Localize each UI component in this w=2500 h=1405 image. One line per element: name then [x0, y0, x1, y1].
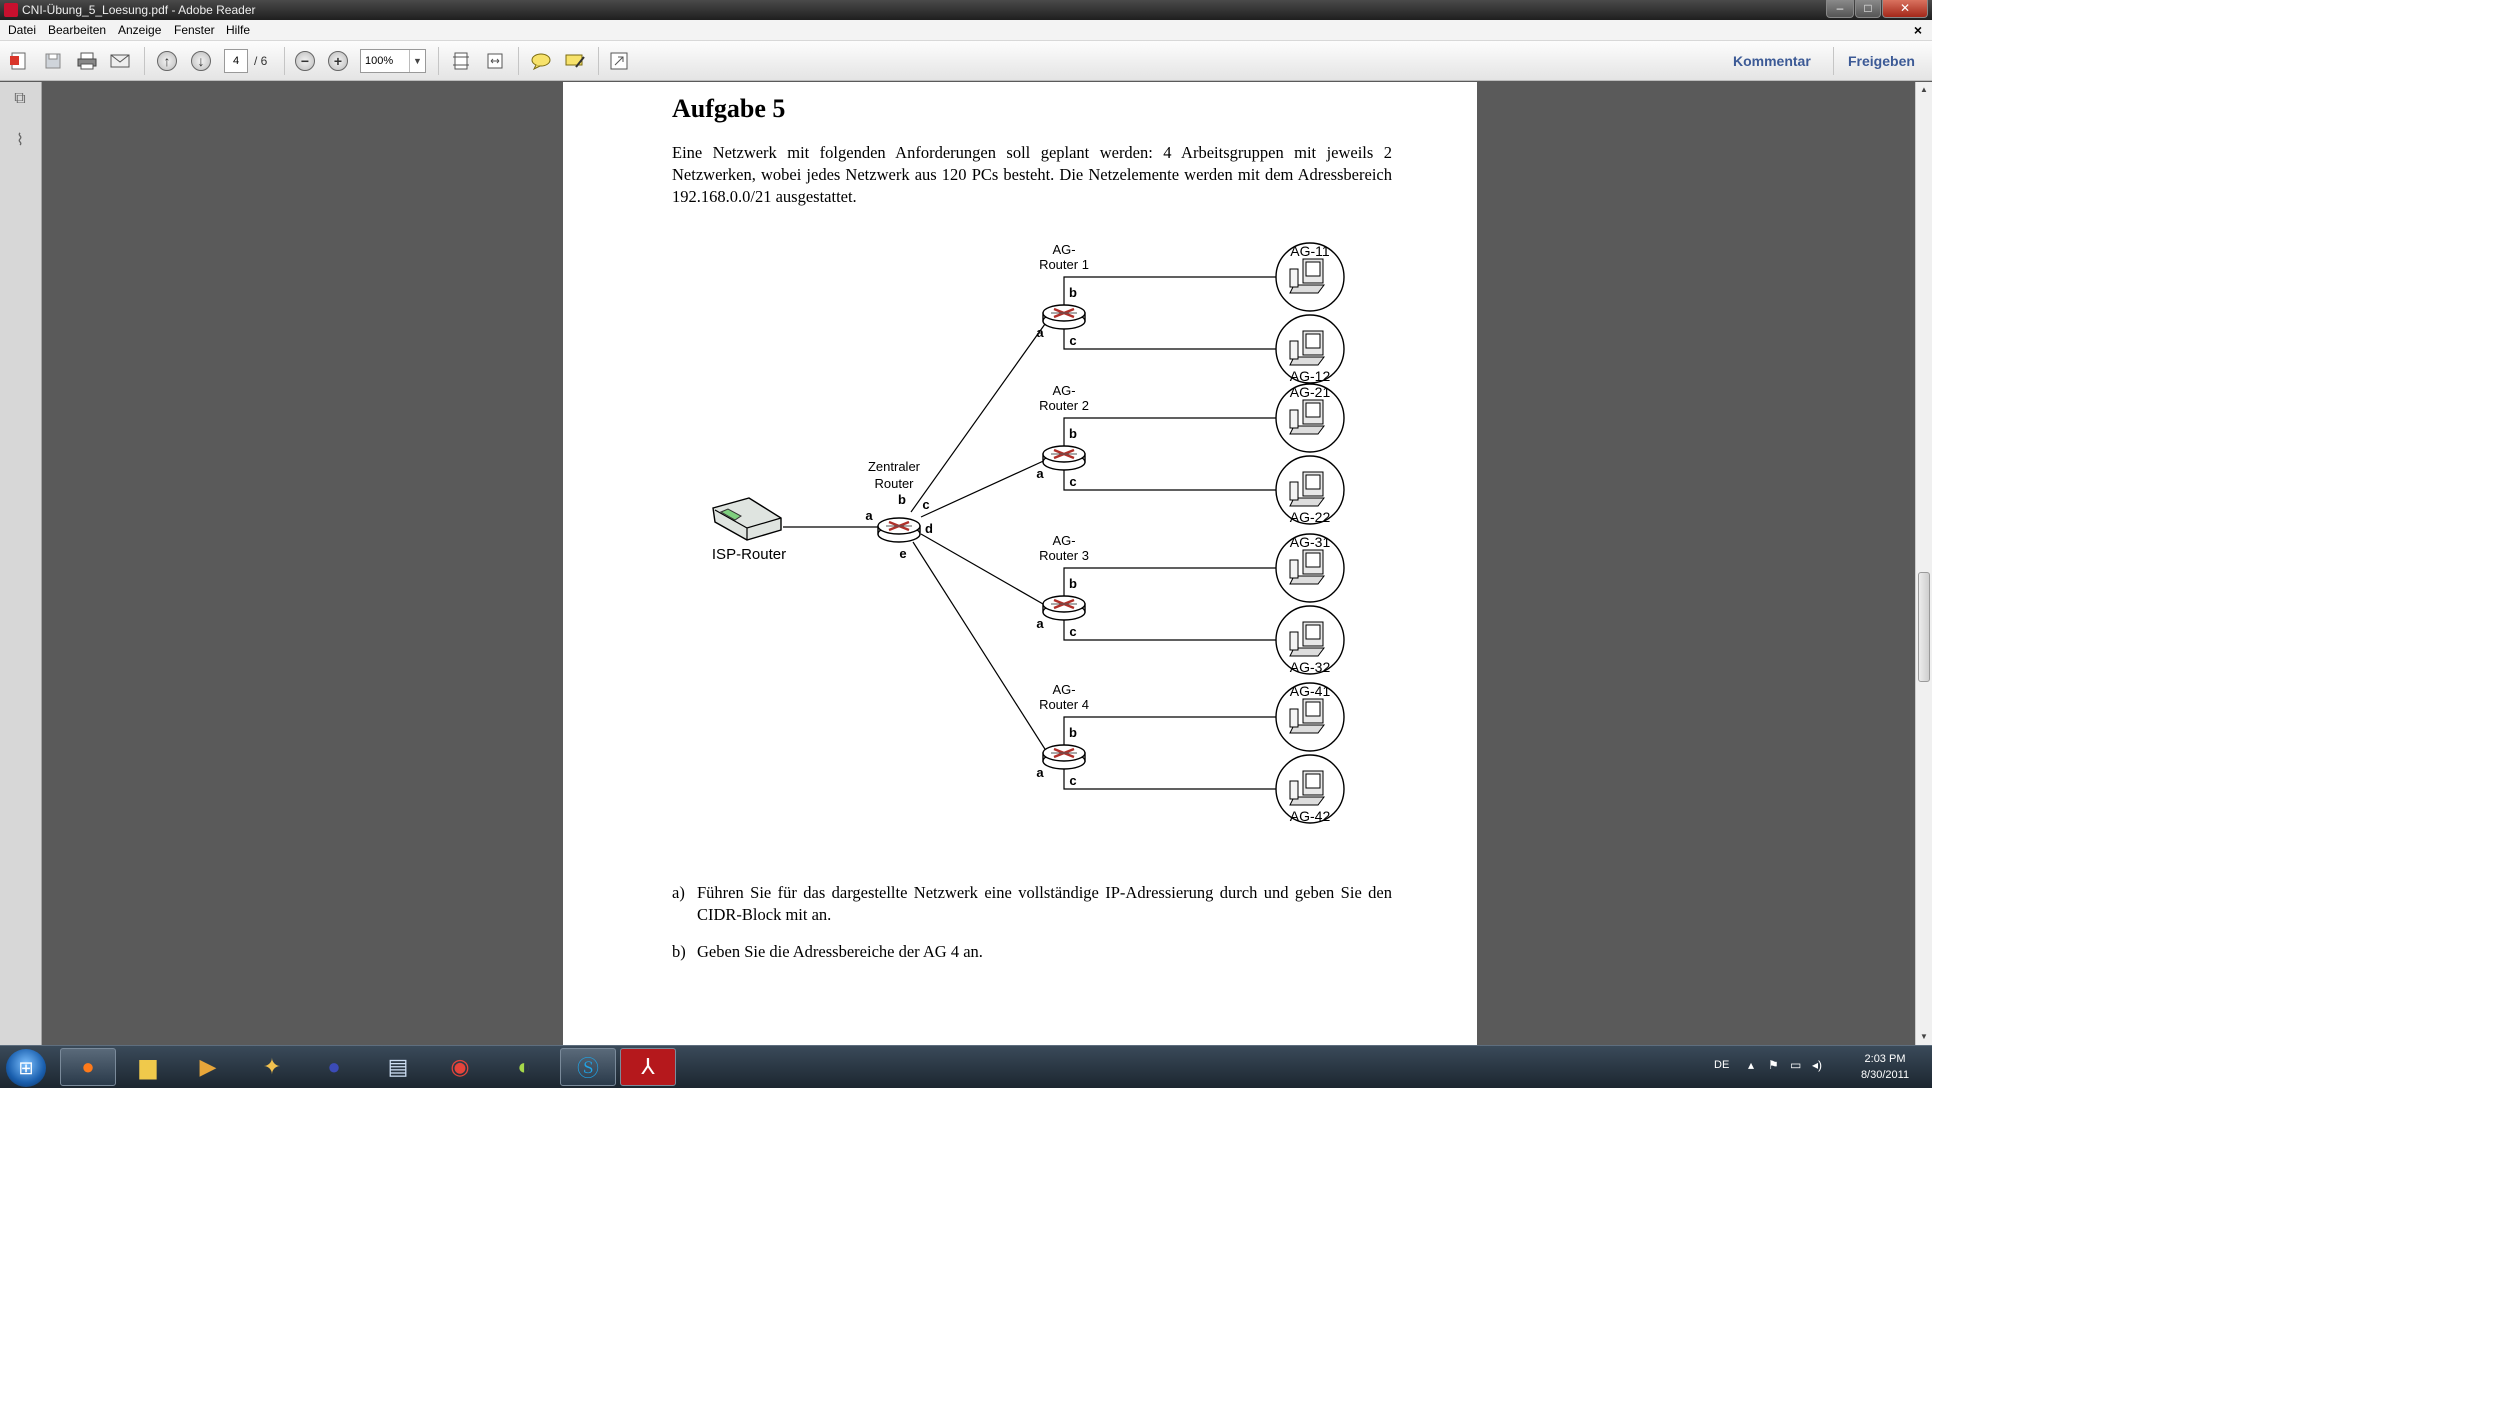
toolbar-separator	[518, 47, 519, 75]
expand-icon[interactable]	[606, 49, 632, 73]
pc-label: AG-12	[1289, 368, 1331, 384]
wire-central-ag	[911, 317, 1050, 512]
start-button[interactable]: ⊞	[6, 1049, 46, 1087]
chevron-down-icon[interactable]: ▼	[409, 50, 425, 72]
menu-datei[interactable]: Datei	[8, 23, 37, 37]
ag-router-label: Router 3	[1039, 548, 1089, 563]
wire-ag-pc	[1064, 468, 1276, 490]
pc-label: AG-42	[1289, 808, 1331, 824]
toolbar	[0, 41, 1932, 81]
skype-icon[interactable]: Ⓢ	[560, 1048, 616, 1086]
port-label: a	[1036, 466, 1044, 481]
port-label: a	[865, 508, 873, 523]
ag-router-label: AG-	[1052, 383, 1076, 398]
question-label: a)	[672, 883, 685, 902]
system-tray	[1712, 1046, 1932, 1088]
utility-icon[interactable]: ◐	[517, 1054, 531, 1079]
clock-date: 8/30/2011	[1860, 1069, 1910, 1081]
close-document-icon[interactable]: ×	[1913, 22, 1922, 38]
wire-ag-pc	[1064, 277, 1276, 307]
clock-time: 2:03 PM	[1864, 1053, 1906, 1065]
ag-router-label: Router 4	[1039, 697, 1089, 712]
document-icon[interactable]: ▤	[387, 1054, 409, 1079]
diagram-wires	[783, 277, 1276, 789]
diagram-nodes	[713, 243, 1344, 823]
network-diagram	[563, 82, 1477, 842]
question-text: Geben Sie die Adressbereiche der AG 4 an.	[697, 942, 983, 961]
wire-ag-pc	[1064, 767, 1276, 789]
toolbar-separator	[438, 47, 439, 75]
pc-label: AG-21	[1289, 384, 1331, 400]
menu-hilfe[interactable]: Hilfe	[226, 23, 251, 37]
ag-router-icon	[1043, 446, 1085, 470]
next-page-icon[interactable]: ↓	[188, 49, 214, 73]
highlight-icon[interactable]	[562, 49, 588, 73]
pc-label: AG-31	[1289, 534, 1331, 550]
language-indicator[interactable]: DE	[1714, 1059, 1730, 1071]
port-label: b	[1069, 426, 1077, 441]
toolbar-separator	[1833, 47, 1834, 75]
adobe-reader-icon	[4, 3, 18, 17]
explorer-icon[interactable]: ▆	[139, 1054, 157, 1079]
isp-router-icon	[713, 498, 781, 540]
pc-label: AG-32	[1289, 659, 1331, 675]
zoom-in-icon[interactable]: +	[325, 49, 351, 73]
toolbar-separator	[598, 47, 599, 75]
create-pdf-icon[interactable]	[6, 49, 32, 73]
adobe-reader-taskbar-icon[interactable]: ⅄	[620, 1048, 676, 1086]
ag-router-label: AG-	[1052, 533, 1076, 548]
central-router-label: Zentraler	[867, 459, 921, 474]
ag-router-label: AG-	[1052, 242, 1076, 257]
chrome-icon[interactable]: ◉	[450, 1054, 470, 1079]
fit-width-icon[interactable]	[482, 49, 508, 73]
pc-label: AG-11	[1290, 243, 1330, 259]
pc-label: AG-41	[1289, 683, 1331, 699]
previous-page-icon[interactable]: ↑	[154, 49, 180, 73]
toolbar-separator	[144, 47, 145, 75]
pc-label: AG-22	[1289, 509, 1331, 525]
zoom-select[interactable]	[360, 49, 426, 73]
close-button[interactable]: ✕	[1882, 0, 1928, 18]
firefox-icon[interactable]: ●	[60, 1048, 116, 1086]
menu-bar	[0, 20, 1932, 41]
port-label: a	[1036, 616, 1044, 631]
email-icon[interactable]	[107, 49, 133, 73]
navigation-panel	[0, 82, 42, 1045]
menu-anzeige[interactable]: Anzeige	[118, 23, 162, 37]
central-router-label: Router	[874, 476, 914, 491]
diagram-labels	[712, 242, 1331, 824]
save-icon[interactable]	[40, 49, 66, 73]
central-router-icon	[878, 518, 920, 542]
port-label: c	[1069, 773, 1077, 788]
wire-central-ag	[913, 542, 1050, 757]
menu-bearbeiten[interactable]: Bearbeiten	[48, 23, 107, 37]
chat-icon[interactable]: ✦	[262, 1054, 282, 1079]
page-number-input[interactable]: 4	[224, 49, 248, 73]
task-intro: Eine Netzwerk mit folgenden Anforderungen soll geplant werden: 4 Arbeitsgruppen mit jeweils 2 Netzwerken, wobei jedes Netzwerk aus 120 PCs besteht. Die Netzelemente werden mit dem Adressbereich 192.168.0.0/21 ausgestattet.	[672, 143, 1392, 206]
toolbar-separator	[284, 47, 285, 75]
port-label: d	[925, 521, 933, 536]
question-a	[672, 882, 1392, 926]
port-label: b	[898, 492, 906, 507]
flag-icon[interactable]: ⚑	[1768, 1058, 1779, 1072]
wire-central-ag	[921, 458, 1050, 517]
ag-router-label: Router 1	[1039, 257, 1089, 272]
minimize-button[interactable]: –	[1826, 0, 1854, 18]
task-heading: Aufgabe 5	[672, 94, 786, 123]
scroll-up-icon[interactable]: ▲	[1920, 85, 1928, 94]
port-label: a	[1036, 765, 1044, 780]
zoom-out-icon[interactable]: −	[292, 49, 318, 73]
wire-ag-pc	[1064, 568, 1276, 598]
network-icon[interactable]: ▭	[1790, 1058, 1802, 1072]
port-label: c	[1069, 624, 1077, 639]
page-total: / 6	[254, 54, 268, 68]
isp-router-label: ISP-Router	[711, 546, 787, 563]
wire-ag-pc	[1064, 327, 1276, 349]
port-label: c	[922, 497, 930, 512]
question-b	[672, 941, 1392, 963]
eclipse-icon[interactable]: ●	[327, 1054, 341, 1079]
comment-link[interactable]: Kommentar	[1733, 53, 1811, 69]
scroll-thumb[interactable]	[1918, 572, 1930, 682]
window-title: CNI-Übung_5_Loesung.pdf - Adobe Reader	[22, 3, 256, 17]
wire-ag-pc	[1064, 618, 1276, 640]
port-label: c	[1069, 333, 1077, 348]
port-label: a	[1036, 325, 1044, 340]
port-label: b	[1069, 285, 1077, 300]
comment-icon[interactable]	[528, 49, 554, 73]
share-link[interactable]: Freigeben	[1848, 53, 1915, 69]
media-player-icon[interactable]: ▶	[199, 1054, 217, 1079]
port-label: e	[899, 546, 907, 561]
port-label: c	[1069, 474, 1077, 489]
ag-router-label: Router 2	[1039, 398, 1089, 413]
scroll-down-icon[interactable]: ▼	[1920, 1032, 1928, 1041]
ag-router-icon	[1043, 596, 1085, 620]
wire-ag-pc	[1064, 717, 1276, 747]
pages-icon[interactable]: ⧉	[14, 90, 26, 107]
ag-router-label: AG-	[1052, 682, 1076, 697]
question-text: Führen Sie für das dargestellte Netzwerk eine vollständige IP-Adressierung durch und geben Sie den CIDR-Block mit an.	[697, 883, 1392, 924]
pdf-page	[563, 82, 1477, 1045]
attachment-icon[interactable]: ⌇	[16, 132, 24, 149]
wire-ag-pc	[1064, 418, 1276, 448]
show-hidden-icon[interactable]: ▴	[1748, 1058, 1755, 1072]
vertical-scrollbar[interactable]	[1915, 82, 1932, 1045]
clock[interactable]	[1850, 1051, 1920, 1083]
taskbar	[0, 1045, 1932, 1088]
wire-central-ag	[921, 534, 1050, 608]
maximize-button[interactable]: □	[1855, 0, 1881, 18]
ag-router-icon	[1043, 745, 1085, 769]
port-label: b	[1069, 725, 1077, 740]
fit-page-icon[interactable]	[448, 49, 474, 73]
ag-router-icon	[1043, 305, 1085, 329]
title-bar	[0, 0, 1932, 20]
document-area	[42, 82, 1915, 1045]
menu-fenster[interactable]: Fenster	[174, 23, 215, 37]
question-label: b)	[672, 942, 686, 961]
port-label: b	[1069, 576, 1077, 591]
print-icon[interactable]	[74, 49, 100, 73]
volume-icon[interactable]: ◂)	[1812, 1058, 1823, 1072]
zoom-value: 100%	[365, 55, 394, 67]
